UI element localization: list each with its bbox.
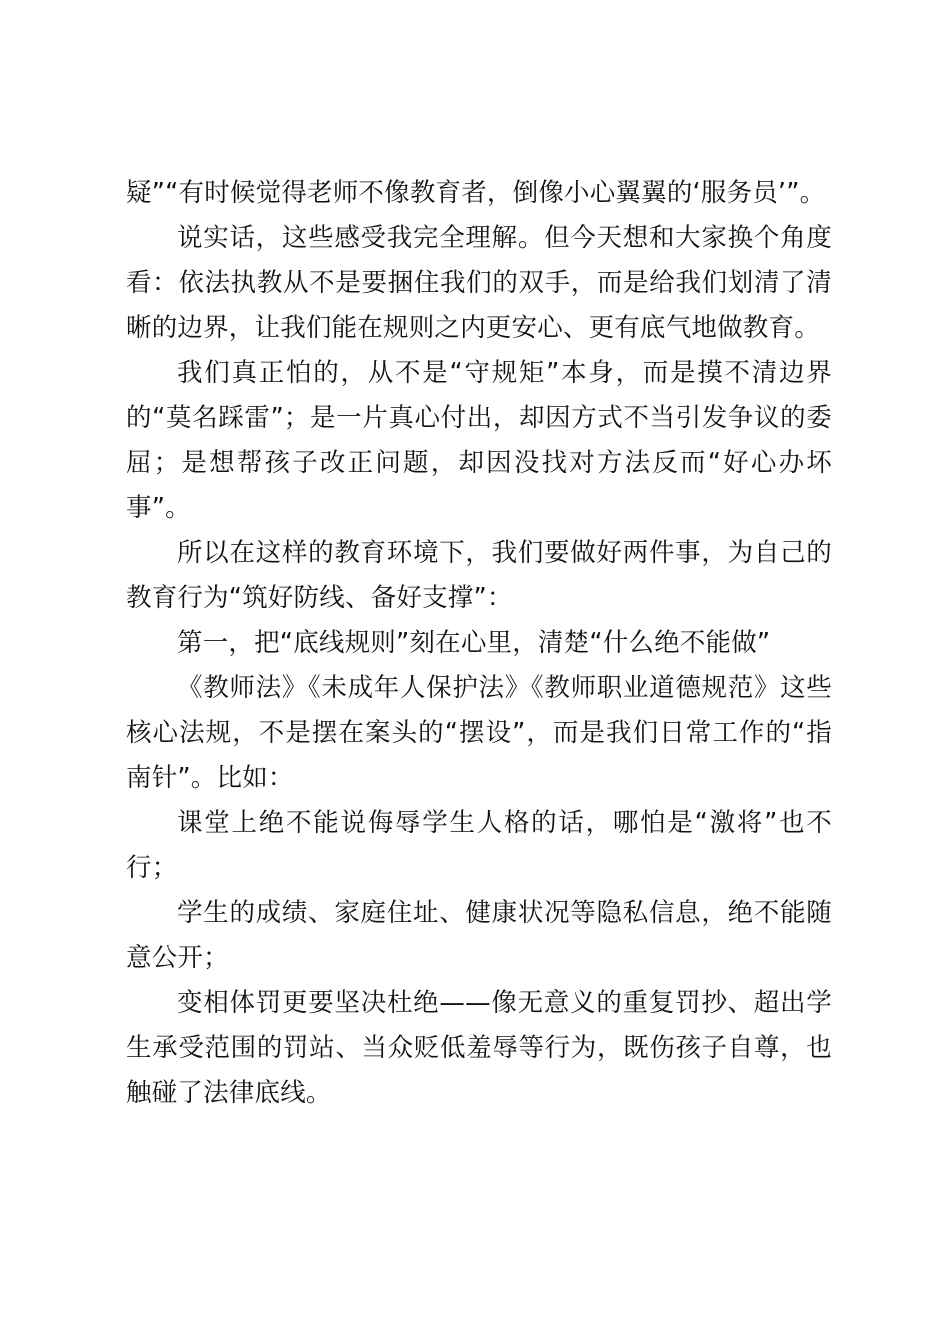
list-item-privacy: 学生的成绩、家庭住址、健康状况等隐私信息，绝不能随意公开； <box>126 898 832 973</box>
paragraph-real-fear: 我们真正怕的，从不是“守规矩”本身，而是摸不清边界的“莫名踩雷”；是一片真心付出，却因方式不当引发争议的委屈；是想帮孩子改正问题，却因没找对方法反而“好心办坏事”。 <box>126 358 832 523</box>
section-heading-first: 第一，把“底线规则”刻在心里，清楚“什么绝不能做” <box>177 628 771 658</box>
paragraph-continuation: 疑”“有时候觉得老师不像教育者，倒像小心翼翼的‘服务员’”。 <box>126 178 826 208</box>
paragraph-laws: 《教师法》《未成年人保护法》《教师职业道德规范》这些核心法规，不是摆在案头的“摆设”，而是我们日常工作的“指南针”。比如： <box>126 673 832 793</box>
paragraph-two-things: 所以在这样的教育环境下，我们要做好两件事，为自己的教育行为“筑好防线、备好支撑”： <box>126 538 832 613</box>
list-item-classroom: 课堂上绝不能说侮辱学生人格的话，哪怕是“激将”也不行； <box>126 808 832 883</box>
list-item-punishment: 变相体罚更要坚决杜绝——像无意义的重复罚抄、超出学生承受范围的罚站、当众贬低羞辱等行为，既伤孩子自尊，也触碰了法律底线。 <box>126 988 832 1108</box>
paragraph-understanding: 说实话，这些感受我完全理解。但今天想和大家换个角度看：依法执教从不是要捆住我们的双手，而是给我们划清了清晰的边界，让我们能在规则之内更安心、更有底气地做教育。 <box>126 223 832 343</box>
document-body <box>126 171 832 1116</box>
